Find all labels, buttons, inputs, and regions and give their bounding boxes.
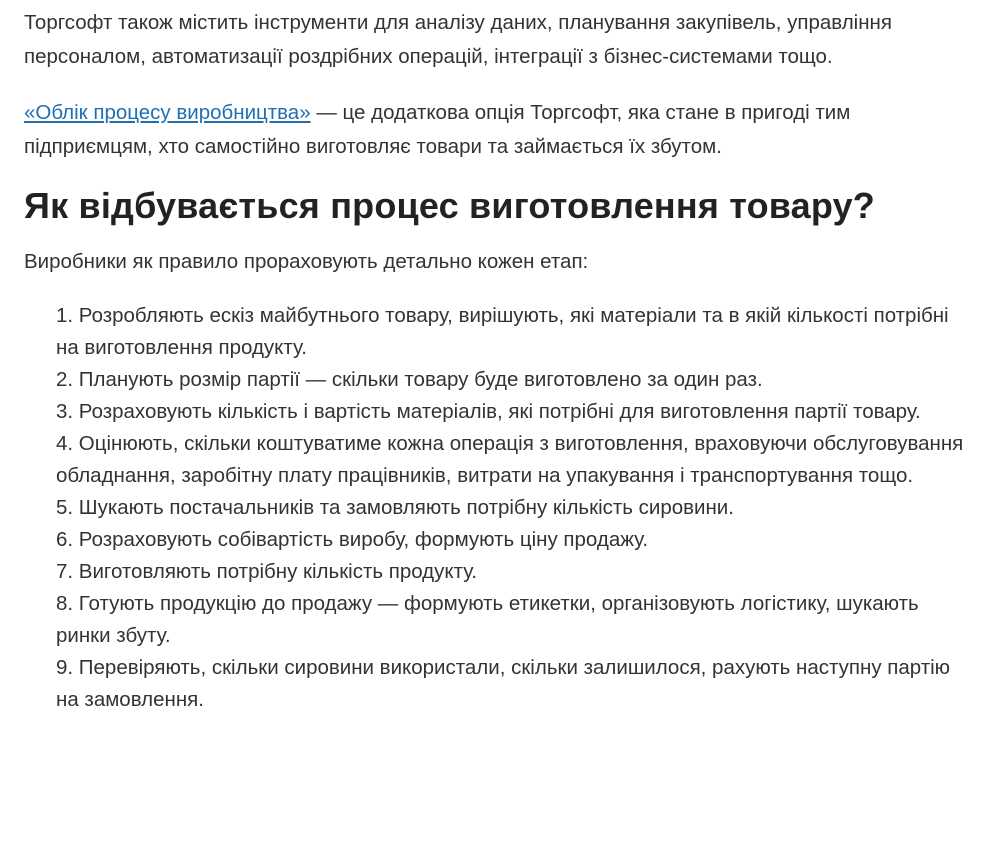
production-option-text: — це додаткова опція Торгсофт, яка стане в пригоді тим підприємцям, хто самостійно виготовляє товари та займається їх збутом. xyxy=(24,101,851,158)
production-accounting-link[interactable]: «Облік процесу виробництва» xyxy=(24,101,311,124)
list-item: 8. Готують продукцію до продажу — формують етикетки, організовують логістику, шукають ринки збуту. xyxy=(56,592,919,647)
intro-paragraph: Торгсофт також містить інструменти для аналізу даних, планування закупівель, управління персоналом, автоматизації роздрібних операцій, інтеграції з бізнес-системами тощо. xyxy=(24,11,892,68)
list-item: 6. Розраховують собівартість виробу, формують ціну продажу. xyxy=(56,528,649,551)
list-item: 7. Виготовляють потрібну кількість продукту. xyxy=(56,560,478,583)
list-item: 9. Перевіряють, скільки сировини використали, скільки залишилося, рахують наступну партію на замовлення. xyxy=(56,656,951,711)
list-item: 1. Розробляють ескіз майбутнього товару, вирішують, які матеріали та в якій кількості потрібні на виготовлення продукту. xyxy=(56,304,949,359)
steps-intro: Виробники як правило прораховують детально кожен етап: xyxy=(24,250,589,273)
list-item: 4. Оцінюють, скільки коштуватиме кожна операція з виготовлення, враховуючи обслуговування обладнання, заробітну плату працівників, витрати на упакування і транспортування тощо. xyxy=(56,432,964,487)
steps-list xyxy=(24,300,976,716)
list-item: 3. Розраховують кількість і вартість матеріалів, які потрібні для виготовлення партії товару. xyxy=(56,400,921,423)
production-option-paragraph xyxy=(24,96,976,164)
list-item: 5. Шукають постачальників та замовляють потрібну кількість сировини. xyxy=(56,496,734,519)
list-item: 2. Планують розмір партії — скільки товару буде виготовлено за один раз. xyxy=(56,368,763,391)
section-heading: Як відбувається процес виготовлення товару? xyxy=(24,185,875,226)
